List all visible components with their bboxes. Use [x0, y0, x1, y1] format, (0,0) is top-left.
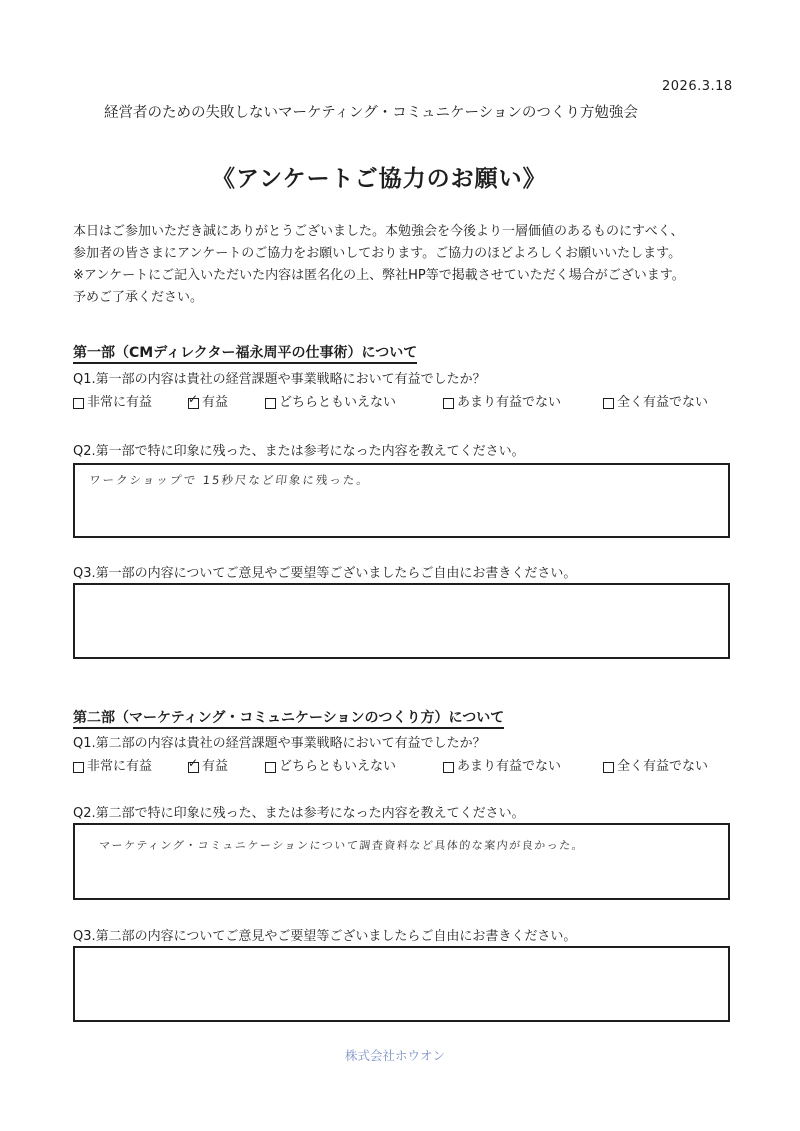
section1-q2-answer-box[interactable]: [73, 463, 730, 538]
section1-q2: Q2.第一部で特に印象に残った、または参考になった内容を教えてください。: [73, 444, 525, 459]
page-title: 《アンケートご協力のお願い》: [212, 166, 547, 192]
checkbox[interactable]: [603, 398, 614, 409]
handwritten-answer: ワークショップで 15秒尺など印象に残った。: [88, 473, 371, 487]
section1-q3-answer-box[interactable]: [73, 583, 730, 659]
checkbox[interactable]: [443, 398, 454, 409]
section2-heading: 第二部（マーケティング・コミュニケーションのつくり方）について: [73, 709, 504, 729]
section1-heading: 第一部（CMディレクター福永周平の仕事術）について: [73, 344, 417, 364]
checkbox[interactable]: [265, 762, 276, 773]
option-label: あまり有益でない: [457, 759, 562, 774]
section2-option-3[interactable]: [265, 758, 396, 776]
checkbox[interactable]: [73, 398, 84, 409]
option-label: どちらともいえない: [279, 759, 397, 774]
option-label: 非常に有益: [87, 759, 153, 774]
option-label: あまり有益でない: [457, 395, 562, 410]
section2-q3-answer-box[interactable]: [73, 946, 730, 1022]
section2-option-4[interactable]: [443, 758, 561, 776]
option-label: 有益: [202, 395, 229, 410]
checkbox[interactable]: [265, 398, 276, 409]
section2-q2: Q2.第二部で特に印象に残った、または参考になった内容を教えてください。: [73, 806, 525, 821]
section1-option-1[interactable]: [73, 394, 152, 412]
section1-option-3[interactable]: [265, 394, 396, 412]
intro-line: 本日はご参加いただき誠にありがとうございました。本勉強会を今後より一層価値のあるものにすべく、: [73, 224, 684, 239]
option-label: どちらともいえない: [279, 395, 397, 410]
section2-option-5[interactable]: [603, 758, 708, 776]
event-subtitle: 経営者のための失敗しないマーケティング・コミュニケーションのつくり方勉強会: [104, 105, 638, 121]
intro-line: 参加者の皆さまにアンケートのご協力をお願いしております。ご協力のほどよろしくお願いいたします。: [73, 246, 682, 261]
option-label: 非常に有益: [87, 395, 153, 410]
option-label: 有益: [202, 759, 229, 774]
handwritten-answer: マーケティング・コミュニケーションについて調査資料など具体的な案内が良かった。: [98, 839, 585, 852]
section1-option-5[interactable]: [603, 394, 708, 412]
section1-q3: Q3.第一部の内容についてご意見やご要望等ございましたらご自由にお書きください。: [73, 566, 577, 581]
section2-q3: Q3.第二部の内容についてご意見やご要望等ございましたらご自由にお書きください。: [73, 929, 577, 944]
checkbox-checked[interactable]: [188, 762, 199, 773]
checkbox[interactable]: [443, 762, 454, 773]
intro-line: 予めご了承ください。: [73, 290, 204, 305]
section2-option-1[interactable]: [73, 758, 152, 776]
intro-line: ※アンケートにご記入いただいた内容は匿名化の上、弊社HP等で掲載させていただく場合がございます。: [73, 268, 685, 283]
company-footer: 株式会社ホウオン: [345, 1048, 446, 1063]
option-label: 全く有益でない: [617, 759, 709, 774]
document-date: 2026.3.18: [662, 79, 733, 94]
section2-option-2[interactable]: [188, 758, 228, 776]
intro-text: [73, 221, 685, 309]
section1-q1: Q1.第一部の内容は貴社の経営課題や事業戦略において有益でしたか？: [73, 372, 486, 387]
section1-option-4[interactable]: [443, 394, 561, 412]
checkbox-checked[interactable]: [188, 398, 199, 409]
section1-option-2[interactable]: [188, 394, 228, 412]
option-label: 全く有益でない: [617, 395, 709, 410]
section2-q2-answer-box[interactable]: [73, 823, 730, 900]
section2-q1: Q1.第二部の内容は貴社の経営課題や事業戦略において有益でしたか？: [73, 736, 486, 751]
checkbox[interactable]: [73, 762, 84, 773]
checkbox[interactable]: [603, 762, 614, 773]
